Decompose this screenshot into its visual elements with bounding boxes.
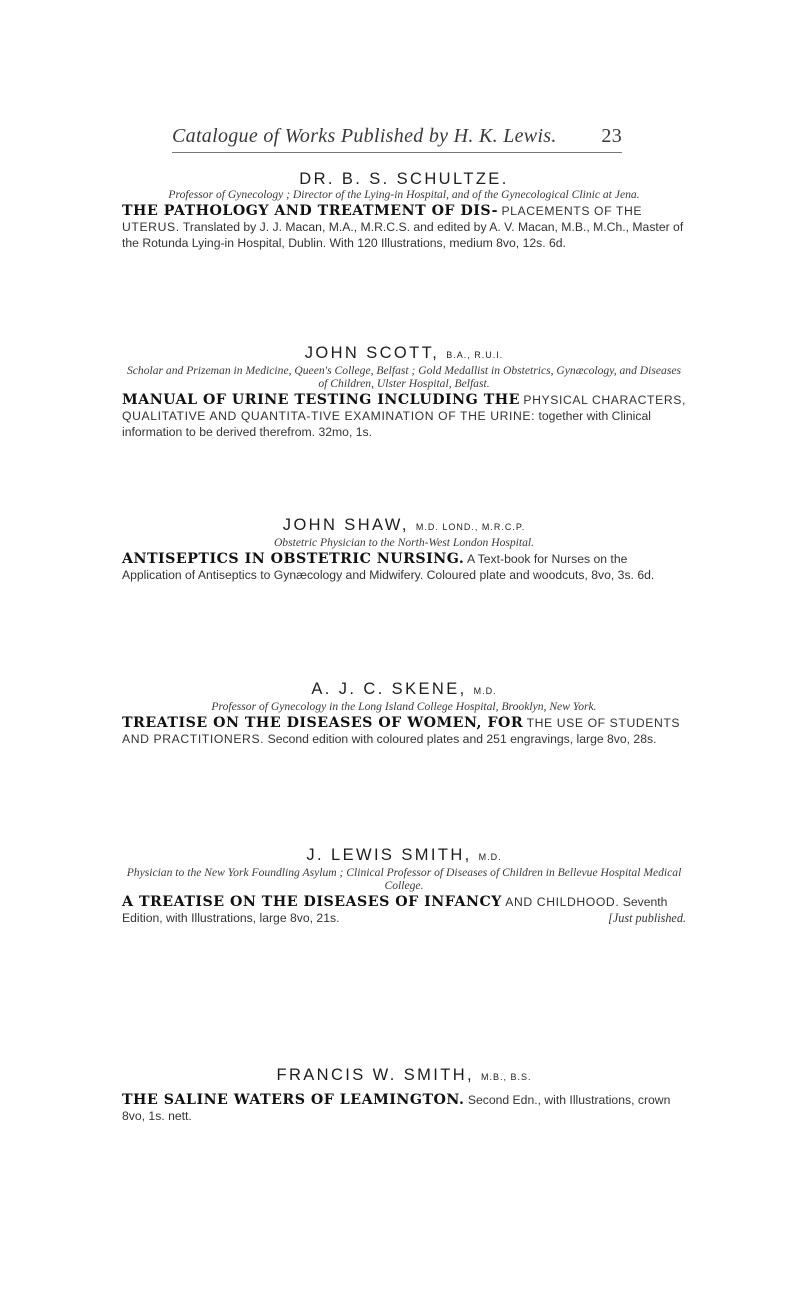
catalogue-entry <box>122 680 686 747</box>
author-degrees: M.D. LOND., M.R.C.P. <box>415 522 526 532</box>
book-details: Seventh Edition, with Illustrations, large 8vo, 21s. <box>122 895 668 925</box>
author-degrees: B.A., R.U.I. <box>446 350 504 360</box>
page-title: Catalogue of Works Published by H. K. Lewis. <box>172 125 557 147</box>
page-number: 23 <box>601 125 622 147</box>
author-description: Professor of Gynecology ; Director of the Lying-in Hospital, and of the Gynecological Clinic at Jena. <box>168 188 640 201</box>
book-details: Second Edn., with Illustrations, crown 8vo, 1s. nett. <box>122 1093 671 1123</box>
author-name: DR. B. S. SCHULTZE. <box>299 170 509 188</box>
author-name: A. J. C. SKENE, M.D. <box>311 680 497 698</box>
author-name: JOHN SHAW, M.D. LOND., M.R.C.P. <box>282 516 526 534</box>
catalogue-entry <box>122 170 686 251</box>
entry-body <box>122 715 686 747</box>
book-details: Translated by J. J. Macan, M.A., M.R.C.S. and edited by A. V. Macan, M.B., M.Ch., Master of the Rotunda Lying-in Hospital, Dublin. With 120 Illustrations, medium 8vo, 12s. 6d. <box>122 220 684 250</box>
book-details: A Text-book for Nurses on the Application of Antiseptics to Gynæcology and Midwifery. Coloured plate and woodcuts, 8vo, 3s. 6d. <box>122 552 655 582</box>
author-description: Professor of Gynecology in the Long Island College Hospital, Brooklyn, New York. <box>211 700 597 713</box>
header-rule <box>172 152 622 153</box>
book-title-continued: PLACEMENTS OF THE UTERUS. <box>122 204 643 234</box>
book-title: THE PATHOLOGY AND TREATMENT OF DIS- <box>122 203 499 219</box>
book-details: together with Clinical information to be derived therefrom. 32mo, 1s. <box>122 409 651 439</box>
author-degrees: M.D. <box>478 852 502 862</box>
book-title: A TREATISE ON THE DISEASES OF INFANCY <box>122 894 502 910</box>
book-title-continued: PHYSICAL CHARACTERS, QUALITATIVE AND QUANTITA-TIVE EXAMINATION OF THE URINE: <box>122 393 686 423</box>
entry-body <box>122 1092 686 1124</box>
book-details: Second edition with coloured plates and 251 engravings, large 8vo, 28s. <box>267 732 657 746</box>
author-description: Obstetric Physician to the North-West London Hospital. <box>273 536 535 549</box>
publication-note: [Just published. <box>608 911 686 925</box>
entry-body <box>122 551 686 583</box>
author-degrees: M.B., B.S. <box>481 1072 532 1082</box>
book-title: ANTISEPTICS IN OBSTETRIC NURSING. <box>122 551 465 567</box>
catalogue-entry <box>122 516 686 583</box>
entry-body <box>122 203 686 251</box>
catalogue-entry <box>122 1066 686 1124</box>
author-name: J. LEWIS SMITH, M.D. <box>306 846 502 864</box>
book-title-continued: THE USE OF STUDENTS AND PRACTITIONERS. <box>122 716 681 746</box>
catalogue-entry <box>122 344 686 440</box>
book-title: TREATISE ON THE DISEASES OF WOMEN, FOR <box>122 715 524 731</box>
entry-body <box>122 392 686 440</box>
author-name: FRANCIS W. SMITH, M.B., B.S. <box>276 1066 532 1084</box>
author-description: Physician to the New York Foundling Asylum ; Clinical Professor of Diseases of Children in Bellevue Hospital Medical College. <box>126 866 682 892</box>
book-title: MANUAL OF URINE TESTING INCLUDING THE <box>122 392 520 408</box>
book-title-continued: AND CHILDHOOD. <box>505 895 620 909</box>
entry-body <box>122 894 686 926</box>
running-head <box>172 125 622 148</box>
catalogue-entry <box>122 846 686 926</box>
book-title: THE SALINE WATERS OF LEAMINGTON. <box>122 1092 465 1108</box>
author-degrees: M.D. <box>473 686 497 696</box>
author-description: Scholar and Prizeman in Medicine, Queen's College, Belfast ; Gold Medallist in Obstetrics, Gynæcology, and Diseases of Children, Ulster Hospital, Belfast. <box>126 364 682 390</box>
author-name: JOHN SCOTT, B.A., R.U.I. <box>304 344 504 362</box>
